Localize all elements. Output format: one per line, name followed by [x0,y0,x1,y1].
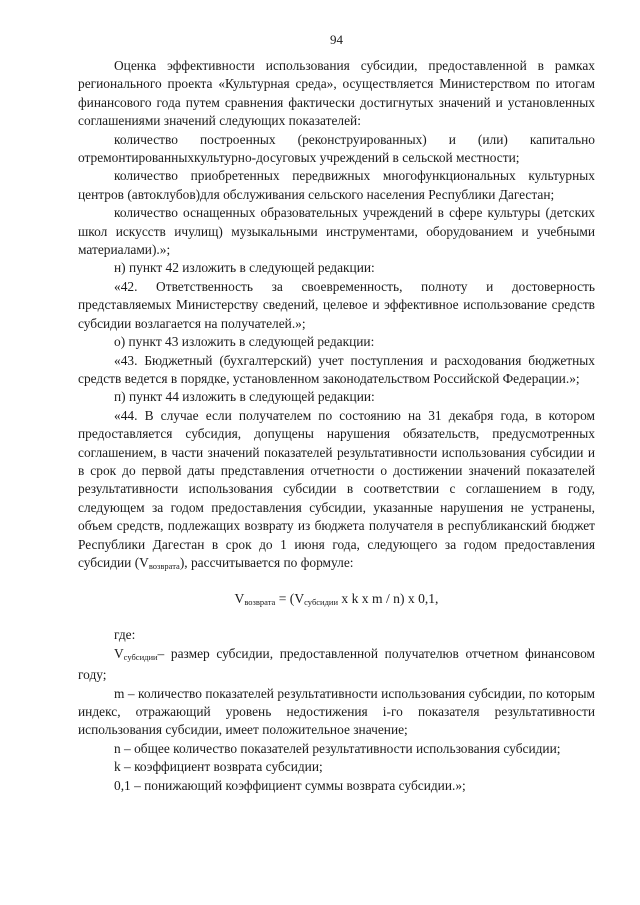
paragraph-clause-43: «43. Бюджетный (бухгалтерский) учет поступления и расходования бюджетных средств ведется в порядке, установленном законодательством Российской Федерации.»; [78,352,595,386]
clause-44-tail: ), рассчитывается по формуле: [179,554,354,570]
definition-v-subsidy [78,645,595,685]
definition-n: n – общее количество показателей результативности использования субсидии; [114,740,561,756]
paragraph-item-p: п) пункт 44 изложить в следующей редакции: [114,389,375,405]
def-v-var: V [114,645,124,661]
paragraph-item-o: о) пункт 43 изложить в следующей редакции: [114,334,375,350]
paragraph-indicator-2: количество приобретенных передвижных многофункциональных культурных центров (автоклубов)для обслуживания сельского населения Республики Дагестан; [78,168,595,202]
clause-44-text: «44. В случае если получателем по состоянию на 31 декабря года, в котором предоставляется субсидия, допущены нарушения обязательств, предусмотренных соглашением, в части значений показателей результативности использования субсидии и в срок до первой даты представления отчетности о достижении значений показателей результативности использования субсидии в соответствии с соглашением в году, следующем за годом предоставления субсидии, указанные нарушения не устранены, объем средств, подлежащих возврату из бюджета получателя в республиканский бюджет Республики Дагестан в срок до 1 июня года, следующего за годом предоставления субсидии (V [78,407,595,570]
formula-rhs-subscript: субсидии [304,597,339,608]
paragraph-indicator-3: количество оснащенных образовательных учреждений в сфере культуры (детских школ искусств ичулищ) музыкальными инструментами, оборудованием и учебными материалами).»; [78,205,595,258]
formula-rest: x k x m / n) x 0,1, [338,591,439,607]
where-label: где: [114,627,136,643]
formula-equals: = (V [275,591,305,607]
return-formula [78,589,595,612]
page-number: 94 [330,32,343,47]
paragraph-indicator-1: количество построенных (реконструированных) и (или) капитально отремонтированныхкультурно-досуговых учреждений в сельской местности; [78,131,595,166]
formula-lhs-var: V [234,591,245,607]
definition-m: m – количество показателей результативности использования субсидии, по которым индекс, отражающий уровень недостижения i-го показателя результативности использования субсидии, имеет положительное значение; [78,685,595,738]
paragraph-item-n: н) пункт 42 изложить в следующей редакции: [114,260,375,276]
document-body [78,57,595,795]
definition-k: k – коэффициент возврата субсидии; [114,759,323,775]
paragraph-evaluation: Оценка эффективности использования субсидии, предоставленной в рамках регионального проекта «Культурная среда», осуществляется Министерством по итогам финансового года путем сравнения фактически достигнутых значений и установленных соглашениями значений следующих показателей: [78,58,595,129]
paragraph-clause-44 [78,407,595,576]
paragraph-clause-42: «42. Ответственность за своевременность, полноту и достоверность представляемых Министерству сведений, целевое и эффективное использование средств субсидии возлагается на получателей.»; [78,278,595,331]
formula-lhs-subscript: возврата [244,597,276,608]
clause-44-subscript: возврата [148,560,180,571]
definition-coefficient: 0,1 – понижающий коэффициент суммы возврата субсидии.»; [114,777,466,793]
def-v-text: – размер субсидии, предоставленной получателюв отчетном финансовом году; [78,645,595,683]
def-v-subscript: субсидии [123,651,158,662]
